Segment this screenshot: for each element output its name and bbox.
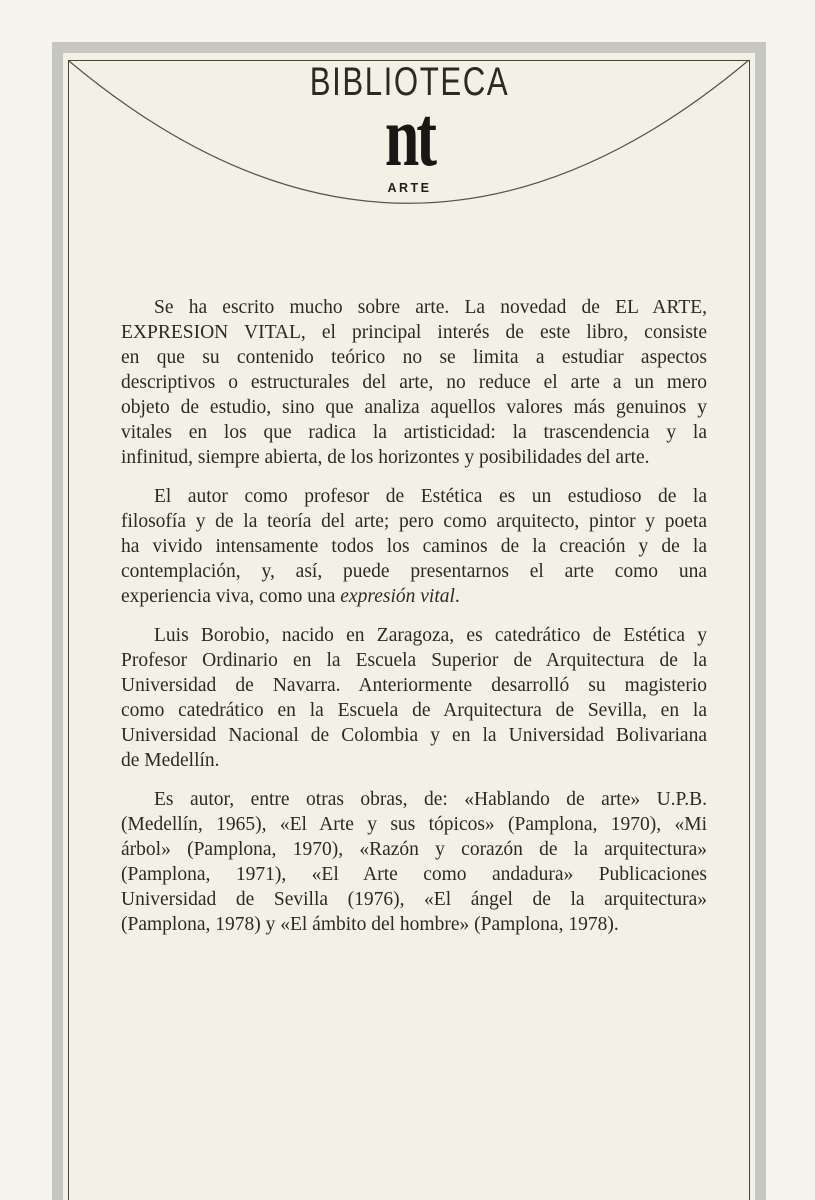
text-run: árbol» (Pamplona, 1970), «Razón y corazón de la arquitectura»	[121, 839, 707, 860]
blurb-paragraph-biography	[121, 623, 707, 773]
collection-label: ARTE	[387, 181, 432, 195]
text-line	[121, 345, 707, 370]
text-line	[121, 623, 707, 648]
text-run: Universidad Nacional de Colombia y en la Universidad Bolivariana	[121, 725, 707, 746]
text-line	[121, 862, 707, 887]
text-line	[121, 295, 707, 320]
text-line	[121, 812, 707, 837]
text-run: infinitud, siempre abierta, de los horizontes y posibilidades del arte.	[121, 447, 650, 468]
text-run: de Medellín.	[121, 750, 220, 771]
text-run: (Pamplona, 1971), «El Arte como andadura» Publicaciones	[121, 864, 707, 885]
text-line	[121, 509, 707, 534]
publisher-nt-logo: nt	[384, 88, 435, 184]
text-run: EXPRESION VITAL, el principal interés de este libro, consiste	[121, 322, 707, 343]
text-line	[121, 673, 707, 698]
text-run: .	[454, 586, 460, 607]
text-line	[121, 370, 707, 395]
text-run: El autor como profesor de Estética es un estudioso de la	[154, 486, 707, 507]
text-run: Luis Borobio, nacido en Zaragoza, es catedrático de Estética y	[154, 625, 707, 646]
text-line	[121, 559, 707, 584]
blurb-paragraph-other-works	[121, 787, 707, 937]
text-run: como catedrático en la Escuela de Arquitectura de Sevilla, en la	[121, 700, 707, 721]
text-run: ha vivido intensamente todos los caminos de la creación y de la	[121, 536, 707, 557]
text-run: Profesor Ordinario en la Escuela Superior de Arquitectura de la	[121, 650, 707, 671]
book-blurb	[121, 295, 707, 951]
text-line	[121, 584, 707, 609]
text-line	[121, 837, 707, 862]
italic-book-title: expresión vital	[340, 586, 455, 607]
text-line	[121, 787, 707, 812]
blurb-paragraph-novelty	[121, 295, 707, 470]
text-run: contemplación, y, así, puede presentarnos el arte como una	[121, 561, 707, 582]
text-run: (Pamplona, 1978) y «El ámbito del hombre» (Pamplona, 1978).	[121, 914, 619, 935]
text-run: en que su contenido teórico no se limita a estudiar aspectos	[121, 347, 707, 368]
text-line	[121, 723, 707, 748]
text-line	[121, 484, 707, 509]
text-line	[121, 912, 707, 937]
text-line	[121, 445, 707, 470]
text-run: (Medellín, 1965), «El Arte y sus tópicos» (Pamplona, 1970), «Mi	[121, 814, 707, 835]
series-title: BIBLIOTECA	[309, 60, 510, 104]
text-run: objeto de estudio, sino que analiza aquellos valores más genuinos y	[121, 397, 707, 418]
text-run: Se ha escrito mucho sobre arte. La novedad de EL ARTE,	[154, 297, 707, 318]
text-line	[121, 534, 707, 559]
text-line	[121, 698, 707, 723]
text-run: vitales en los que radica la artisticidad: la trascendencia y la	[121, 422, 707, 443]
blurb-paragraph-author-profile	[121, 484, 707, 609]
text-run: descriptivos o estructurales del arte, no reduce el arte a un mero	[121, 372, 707, 393]
text-line	[121, 320, 707, 345]
text-line	[121, 420, 707, 445]
text-line	[121, 648, 707, 673]
text-run: filosofía y de la teoría del arte; pero como arquitecto, pintor y poeta	[121, 511, 707, 532]
text-line	[121, 887, 707, 912]
text-run: Es autor, entre otras obras, de: «Hablando de arte» U.P.B.	[154, 789, 707, 810]
text-run: Universidad de Sevilla (1976), «El ángel de la arquitectura»	[121, 889, 707, 910]
text-line	[121, 748, 707, 773]
text-run: Universidad de Navarra. Anteriormente desarrolló su magisterio	[121, 675, 707, 696]
text-run: experiencia viva, como una	[121, 586, 341, 607]
text-line	[121, 395, 707, 420]
